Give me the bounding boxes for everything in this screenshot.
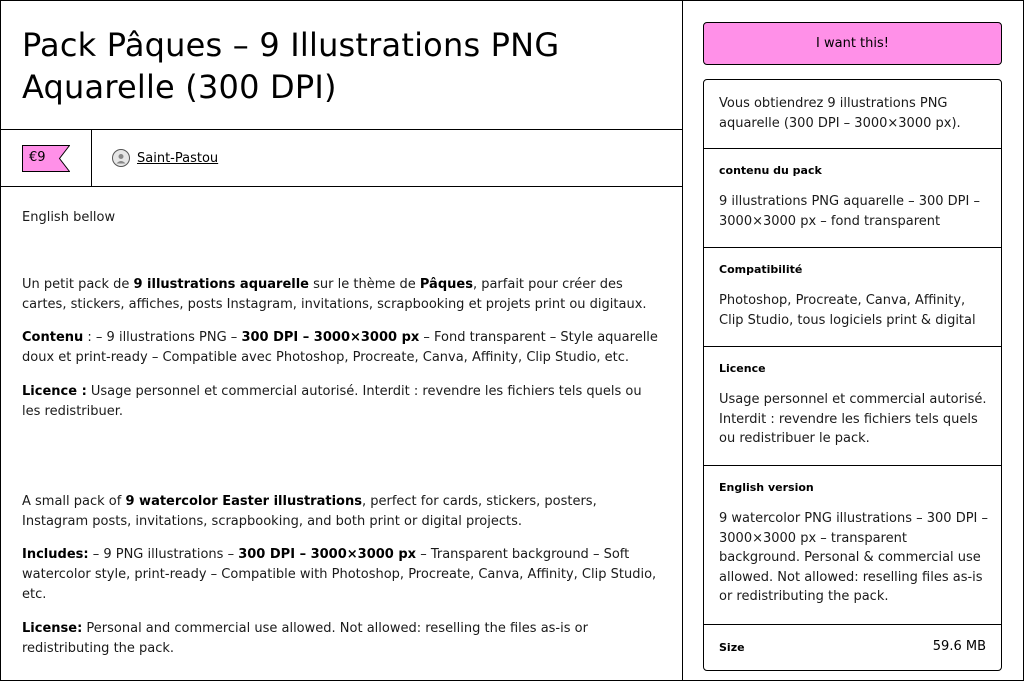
section-title: contenu du pack xyxy=(719,164,822,177)
en-includes-paragraph: Includes: – 9 PNG illustrations – 300 DPI – 3000×3000 px – Transparent background – Soft watercolor style, print-ready – Compatible with Photoshop, Procreate, Canva, Affinity, Clip Studio, etc. xyxy=(22,547,657,602)
price-value: €9 xyxy=(29,150,46,165)
meta-row xyxy=(0,130,682,187)
section-title: Compatibilité xyxy=(719,263,803,276)
fr-content-paragraph: Contenu : – 9 illustrations PNG – 300 DPI – 3000×3000 px – Fond transparent – Style aquarelle doux et print-ready – Compatible avec Photoshop, Procreate, Canva, Affinity, Clip Studio, etc. xyxy=(22,330,658,365)
title-line-2: Aquarelle (300 DPI) xyxy=(22,68,337,106)
buy-button[interactable]: I want this! xyxy=(703,22,1002,65)
info-section-compatibilite xyxy=(704,248,1001,347)
section-text: 9 watercolor PNG illustrations – 300 DPI – 3000×3000 px – transparent background. Personal & commercial use allowed. Not allowed: reselling files as-is or redistributing the pack. xyxy=(719,511,989,604)
product-info-card xyxy=(703,79,1002,671)
fr-license-paragraph: Licence : Usage personnel et commercial autorisé. Interdit : revendre les fichiers tels quels ou les redistribuer. xyxy=(22,384,642,419)
en-intro-paragraph: A small pack of 9 watercolor Easter illustrations, perfect for cards, stickers, posters, Instagram posts, invitations, scrapbooking, and both print or digital projects. xyxy=(22,494,597,529)
size-value: 59.6 MB xyxy=(932,639,986,654)
section-text: 9 illustrations PNG aquarelle – 300 DPI – 3000×3000 px – fond transparent xyxy=(719,194,980,229)
info-section-english xyxy=(704,466,1001,625)
info-section-licence xyxy=(704,347,1001,466)
section-title: English version xyxy=(719,481,814,494)
creator-name[interactable]: Saint-Pastou xyxy=(137,150,219,166)
size-label: Size xyxy=(719,641,745,654)
summary-text: Vous obtiendrez 9 illustrations PNG aquarelle (300 DPI – 3000×3000 px). xyxy=(719,96,961,131)
size-row xyxy=(704,625,1001,671)
section-text: Usage personnel et commercial autorisé. Interdit : revendre les fichiers tels quels ou redistribuer le pack. xyxy=(719,392,987,446)
section-text: Photoshop, Procreate, Canva, Affinity, Clip Studio, tous logiciels print & digital xyxy=(719,293,976,328)
summary-section xyxy=(704,80,1001,149)
creator-link[interactable] xyxy=(112,149,218,167)
section-title: Licence xyxy=(719,362,766,375)
info-section-contenu xyxy=(704,149,1001,248)
english-note: English bellow xyxy=(22,210,116,225)
price-cell xyxy=(0,130,92,186)
title-block xyxy=(0,0,682,130)
en-license-paragraph: License: Personal and commercial use allowed. Not allowed: reselling the files as-is or redistributing the pack. xyxy=(22,621,588,656)
price-tag xyxy=(22,145,70,172)
product-title xyxy=(22,24,660,108)
creator-avatar-icon xyxy=(112,149,130,167)
title-line-1: Pack Pâques – 9 Illustrations PNG xyxy=(22,26,560,64)
fr-intro-paragraph: Un petit pack de 9 illustrations aquarelle sur le thème de Pâques, parfait pour créer des cartes, stickers, affiches, posts Instagram, invitations, scrapbooking et projets print ou digitaux. xyxy=(22,277,647,312)
